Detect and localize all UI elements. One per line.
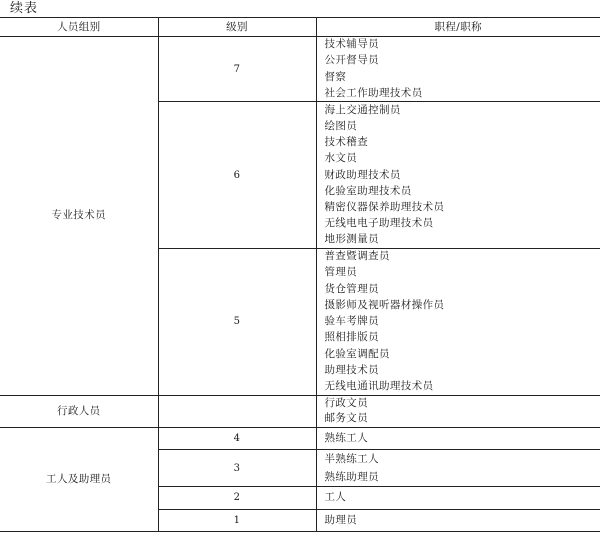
title-cell: 熟练工人 bbox=[316, 427, 600, 450]
group-cell: 专业技术员 bbox=[0, 37, 158, 396]
title-cell: 化验室调配员 bbox=[324, 347, 390, 360]
title-cell: 绘图员 bbox=[324, 119, 358, 132]
title-cell: 行政文员 bbox=[324, 396, 369, 409]
table-body bbox=[0, 37, 600, 532]
level-cell: 6 bbox=[158, 102, 316, 249]
title-cell: 助理技术员 bbox=[324, 364, 379, 377]
group-cell: 行政人员 bbox=[0, 395, 158, 427]
title-cell: 管理员 bbox=[324, 266, 358, 279]
title-cell: 照相排版员 bbox=[324, 331, 379, 344]
data-table bbox=[0, 17, 600, 532]
header-title: 职程/职称 bbox=[316, 18, 600, 37]
title-cell: 熟练助理员 bbox=[316, 468, 600, 487]
title-cell: 精密仪器保养助理技术员 bbox=[324, 201, 445, 214]
title-cell: 工人 bbox=[316, 487, 600, 510]
level-cell: 7 bbox=[158, 37, 316, 102]
title-cell: 无线电通讯助理技术员 bbox=[316, 379, 600, 395]
title-cell: 化验室助理技术员 bbox=[324, 184, 412, 197]
table-row bbox=[0, 37, 600, 53]
header-row bbox=[0, 18, 600, 37]
title-cell: 验车考牌员 bbox=[324, 315, 379, 328]
title-cell: 半熟练工人 bbox=[324, 452, 379, 465]
level-cell: 4 bbox=[158, 427, 316, 450]
level-cell: 3 bbox=[158, 450, 316, 487]
title-cell: 邮务文员 bbox=[316, 411, 600, 427]
header-group: 人员组别 bbox=[0, 18, 158, 37]
group-cell: 工人及助理员 bbox=[0, 427, 158, 532]
title-cell: 财政助理技术员 bbox=[324, 168, 401, 181]
title-cell: 地形测量员 bbox=[316, 232, 600, 248]
table-row bbox=[0, 427, 600, 450]
title-cell: 海上交通控制员 bbox=[324, 103, 401, 116]
table-caption: 续表 bbox=[10, 1, 39, 16]
title-cell: 技术稽查 bbox=[324, 135, 369, 148]
level-cell: 5 bbox=[158, 248, 316, 395]
title-cell: 水文员 bbox=[324, 152, 358, 165]
level-cell: 2 bbox=[158, 487, 316, 510]
title-cell: 无线电电子助理技术员 bbox=[324, 217, 434, 230]
table-row bbox=[0, 395, 600, 411]
title-cell: 货仓管理员 bbox=[324, 282, 379, 295]
title-cell: 摄影师及视听器材操作员 bbox=[324, 298, 445, 311]
title-cell: 助理员 bbox=[316, 509, 600, 532]
table-header bbox=[0, 18, 600, 37]
level-cell bbox=[158, 395, 316, 427]
title-cell: 技术辅导员 bbox=[324, 38, 379, 51]
level-cell: 1 bbox=[158, 509, 316, 532]
title-cell: 普查暨调查员 bbox=[324, 250, 390, 263]
title-cell: 督察 bbox=[324, 70, 347, 83]
title-cell: 社会工作助理技术员 bbox=[316, 85, 600, 101]
title-cell: 公开督导员 bbox=[324, 54, 379, 67]
header-level: 级别 bbox=[158, 18, 316, 37]
